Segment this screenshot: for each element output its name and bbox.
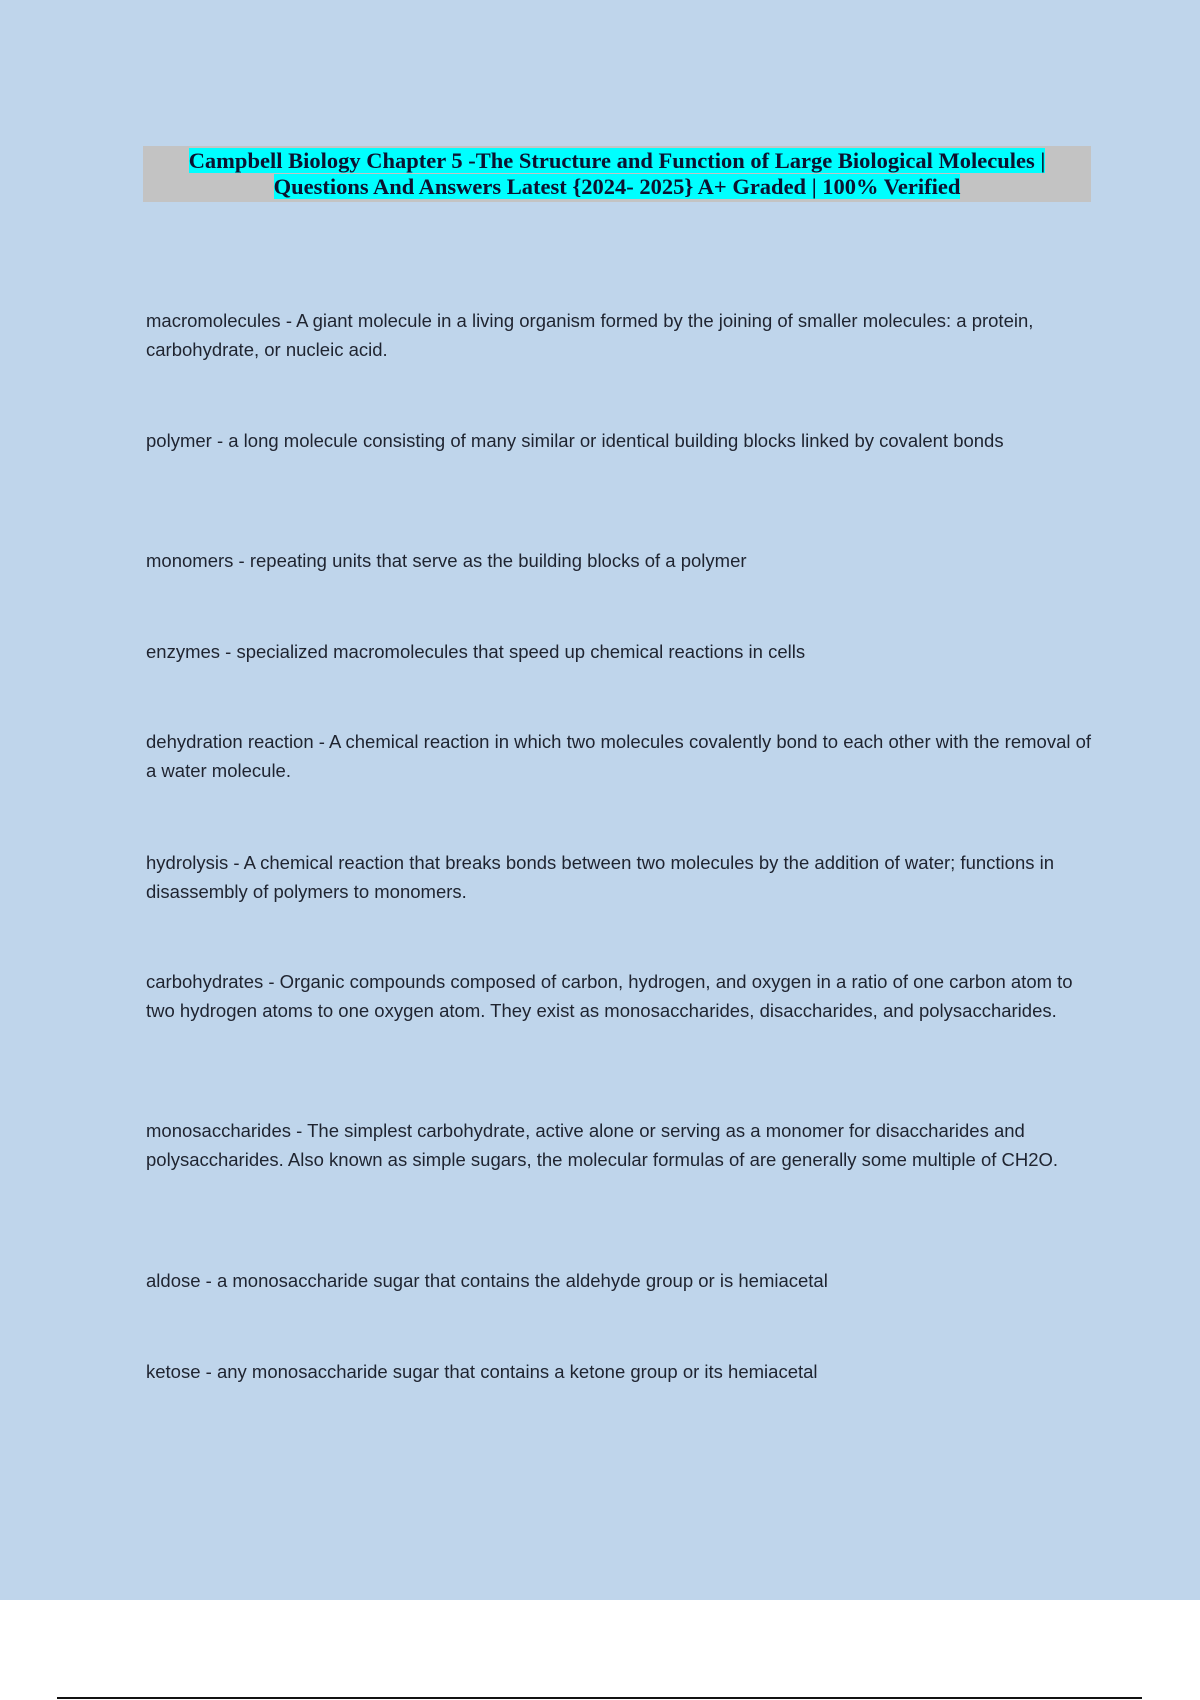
- glossary-entry: monomers - repeating units that serve as the building blocks of a polymer: [146, 550, 747, 571]
- glossary-entry: enzymes - specialized macromolecules that speed up chemical reactions in cells: [146, 641, 806, 662]
- glossary-entry: dehydration reaction - A chemical reaction in which two molecules covalently bond to each other with the removal of a water molecule.: [146, 731, 1092, 781]
- glossary-entry: monosaccharides - The simplest carbohydrate, active alone or serving as a monomer for disaccharides and polysaccharides. Also known as simple sugars, the molecular formulas of are generally some multiple of CH2O.: [146, 1120, 1059, 1170]
- glossary-entry: hydrolysis - A chemical reaction that breaks bonds between two molecules by the addition of water; functions in disassembly of polymers to monomers.: [146, 852, 1055, 902]
- document-title: [143, 146, 1091, 202]
- glossary-entry: aldose - a monosaccharide sugar that contains the aldehyde group or is hemiacetal: [146, 1270, 828, 1291]
- title-line-1: Campbell Biology Chapter 5 -The Structure and Function of Large Biological Molecules |: [188, 148, 1046, 173]
- glossary-entry: polymer - a long molecule consisting of many similar or identical building blocks linked by covalent bonds: [146, 430, 1004, 451]
- footer-rule: [57, 1697, 1142, 1699]
- glossary-entry: carbohydrates - Organic compounds composed of carbon, hydrogen, and oxygen in a ratio of one carbon atom to two hydrogen atoms to one oxygen atom. They exist as monosaccharides, disaccharides, and polysaccharides.: [146, 971, 1073, 1021]
- glossary-entry: ketose - any monosaccharide sugar that contains a ketone group or its hemiacetal: [146, 1361, 818, 1382]
- title-line-2: Questions And Answers Latest {2024- 2025} A+ Graded | 100% Verified: [273, 174, 961, 199]
- glossary-entry: macromolecules - A giant molecule in a living organism formed by the joining of smaller molecules: a protein, carbohydrate, or nucleic acid.: [146, 310, 1034, 360]
